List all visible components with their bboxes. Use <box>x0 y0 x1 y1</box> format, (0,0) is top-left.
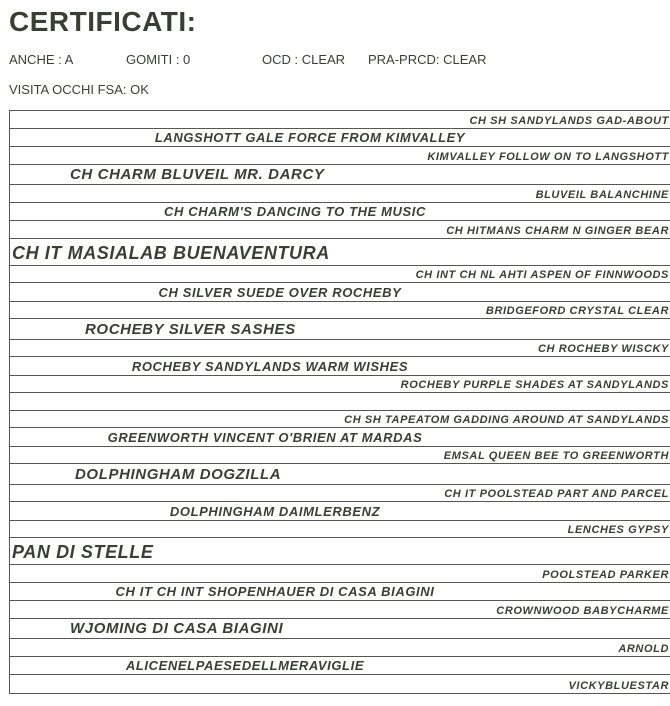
pedigree-name: CH HITMANS CHARM N GINGER BEAR <box>446 224 669 237</box>
pedigree-name: ARNOLD <box>618 642 669 655</box>
pedigree-row <box>10 428 670 447</box>
cert-pra-prcd: PRA-PRCD: CLEAR <box>368 52 487 67</box>
pedigree-row <box>10 239 670 266</box>
pedigree-row <box>10 340 670 358</box>
pedigree-row <box>10 266 670 284</box>
pedigree-name: CH IT MASIALAB BUENAVENTURA <box>12 242 330 263</box>
pedigree-name: CH SILVER SUEDE OVER ROCHEBY <box>158 284 402 300</box>
pedigree-name: EMSAL QUEEN BEE TO GREENWORTH <box>443 450 669 463</box>
pedigree-row <box>10 675 670 693</box>
pedigree-name: ROCHEBY SANDYLANDS WARM WISHES <box>131 358 409 374</box>
pedigree-name: KIMVALLEY FOLLOW ON TO LANGSHOTT <box>427 150 669 163</box>
pedigree-name: ALICENELPAESEDELLMERAVIGLIE <box>125 658 365 674</box>
pedigree-row <box>10 147 670 165</box>
pedigree-name: WJOMING DI CASA BIAGINI <box>70 620 284 638</box>
pedigree-name: CH INT CH NL AHTI ASPEN OF FINNWOODS <box>415 269 669 281</box>
pedigree-name: POOLSTEAD PARKER <box>542 568 669 581</box>
pedigree-row <box>10 411 670 429</box>
cert-ocd: OCD : CLEAR <box>262 52 346 67</box>
pedigree-row <box>10 185 670 203</box>
pedigree-name: PAN DI STELLE <box>12 542 154 563</box>
pedigree-name: LANGSHOTT GALE FORCE FROM KIMVALLEY <box>154 130 466 146</box>
pedigree-table <box>9 110 670 694</box>
pedigree-name: VICKYBLUESTAR <box>568 679 669 692</box>
pedigree-name: ROCHEBY PURPLE SHADES AT SANDYLANDS <box>400 379 669 392</box>
pedigree-row <box>10 464 670 485</box>
pedigree-name: CH SH TAPEATOM GADDING AROUND AT SANDYLANDS <box>344 414 669 427</box>
pedigree-row <box>10 619 670 640</box>
pedigree-row <box>10 111 670 129</box>
pedigree-row <box>10 601 670 619</box>
pedigree-name: CH CHARM BLUVEIL MR. DARCY <box>70 166 325 184</box>
pedigree-name: CH IT CH INT SHOPENHAUER DI CASA BIAGINI <box>115 584 435 600</box>
pedigree-name: ROCHEBY SILVER SASHES <box>85 320 296 338</box>
pedigree-row <box>10 357 670 376</box>
pedigree-row <box>10 165 670 186</box>
pedigree-name: LENCHES GYPSY <box>567 524 669 537</box>
pedigree-row <box>10 129 670 148</box>
cert-gomiti: GOMITI : 0 <box>126 52 191 67</box>
pedigree-row <box>10 221 670 239</box>
pedigree-name: DOLPHINGHAM DAIMLERBENZ <box>169 503 381 519</box>
pedigree-row <box>10 485 670 503</box>
pedigree-row <box>10 538 670 565</box>
eye-exam-result: VISITA OCCHI FSA: OK <box>9 82 149 97</box>
pedigree-row <box>10 447 670 465</box>
pedigree-row <box>10 583 670 602</box>
pedigree-row <box>10 521 670 539</box>
pedigree-name: CROWNWOOD BABYCHARME <box>496 604 669 617</box>
page-title: CERTIFICATI: <box>9 6 197 37</box>
pedigree-name: GREENWORTH VINCENT O'BRIEN AT MARDAS <box>107 429 423 445</box>
pedigree-name: BRIDGEFORD CRYSTAL CLEAR <box>485 305 669 318</box>
pedigree-row <box>10 376 670 394</box>
pedigree-row <box>10 319 670 340</box>
pedigree-row <box>10 393 670 411</box>
cert-anche: ANCHE : A <box>9 52 74 67</box>
pedigree-row <box>10 302 670 320</box>
pedigree-row <box>10 283 670 302</box>
pedigree-name: CH IT POOLSTEAD PART AND PARCEL <box>444 488 669 501</box>
pedigree-name: CH SH SANDYLANDS GAD-ABOUT <box>469 114 669 127</box>
pedigree-row <box>10 502 670 521</box>
pedigree-name: CH ROCHEBY WISCKY <box>537 343 669 356</box>
pedigree-name: CH CHARM'S DANCING TO THE MUSIC <box>164 204 426 220</box>
pedigree-row <box>10 565 670 583</box>
pedigree-name: BLUVEIL BALANCHINE <box>535 188 669 201</box>
pedigree-row <box>10 639 670 657</box>
pedigree-row <box>10 657 670 676</box>
pedigree-name: DOLPHINGHAM DOGZILLA <box>75 465 282 483</box>
pedigree-row <box>10 203 670 222</box>
